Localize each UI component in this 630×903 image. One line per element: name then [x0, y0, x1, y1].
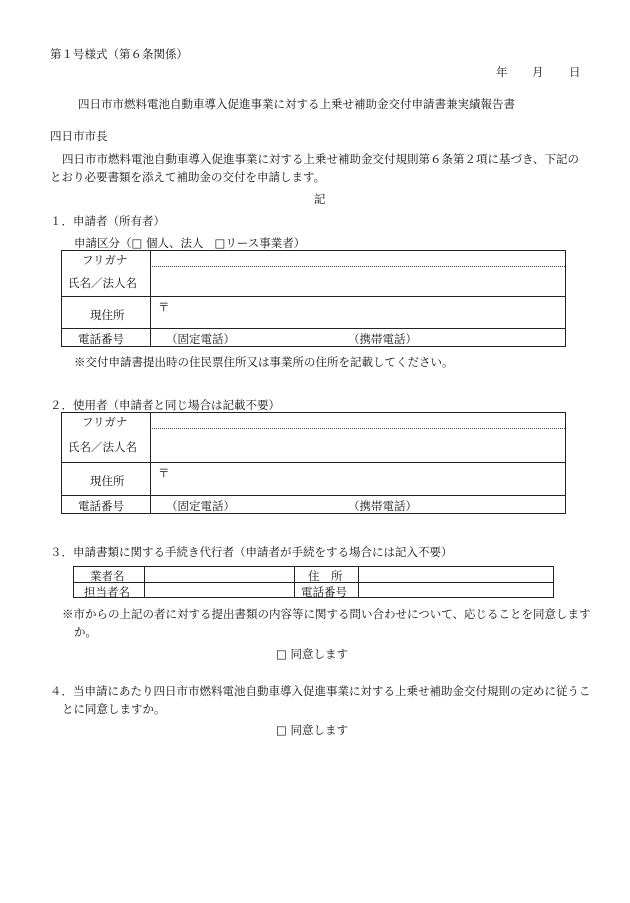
section3-note: ※市からの上記の者に対する提出書類の内容等に関する問い合わせについて、応じることを同意しますか。 [62, 607, 591, 639]
name-field[interactable] [156, 269, 561, 293]
option-individual-label: 個人、法人 [146, 236, 204, 250]
person-label: 担当者名 [84, 585, 130, 599]
section3-agree-checkbox[interactable]: □ 同意します [276, 647, 349, 661]
section3-heading: ３．申請書類に関する手続き代行者（申請者が手続をする場合には記入不要） [50, 545, 453, 559]
date-day-label: 日 [569, 65, 581, 79]
person-field[interactable] [148, 584, 291, 597]
furigana-field[interactable] [156, 414, 561, 428]
furigana-field[interactable] [156, 252, 561, 266]
postal-mark: 〒 [158, 466, 170, 480]
landline-label: （固定電話） [166, 499, 235, 513]
address-field[interactable] [172, 465, 562, 492]
address-label: 現住所 [90, 474, 125, 488]
intro-paragraph: 四日市市燃料電池自動車導入促進事業に対する上乗せ補助金交付規則第６条第２項に基づき、下記のとおり必要書類を添えて補助金の交付を申請します。 [50, 152, 580, 184]
phone-label: 電話番号 [78, 499, 124, 513]
document-title: 四日市市燃料電池自動車導入促進事業に対する上乗せ補助金交付申請書兼実績報告書 [78, 97, 515, 111]
furigana-label: フリガナ [82, 253, 128, 267]
agent-table [73, 566, 554, 598]
phone-label: 電話番号 [78, 332, 124, 346]
form-number: 第１号様式（第６条関係） [50, 47, 188, 61]
name-label: 氏名／法人名 [68, 440, 137, 454]
section4-heading: ４．当申請にあたり四日市市燃料電池自動車導入促進事業に対する上乗せ補助金交付規則の定めに従うことに同意しますか。 [50, 684, 591, 716]
mobile-label: （携帯電話） [348, 332, 417, 346]
category-prefix: 申請区分（ [74, 236, 132, 250]
agent-phone-label: 電話番号 [301, 585, 347, 599]
application-category [74, 235, 305, 251]
ki-label: 記 [314, 192, 326, 206]
agent-phone-field[interactable] [362, 584, 550, 597]
option-lease-label[interactable]: □リース事業者） [214, 236, 306, 250]
mobile-label: （携帯電話） [348, 499, 417, 513]
furigana-label: フリガナ [82, 415, 128, 429]
name-label: 氏名／法人名 [68, 276, 137, 290]
date-month-label: 月 [532, 65, 544, 79]
address-label: 現住所 [90, 308, 125, 322]
user-table [61, 412, 566, 514]
name-field[interactable] [156, 431, 561, 459]
company-field[interactable] [148, 568, 291, 581]
agent-address-label: 住 所 [308, 569, 343, 583]
agent-address-field[interactable] [362, 568, 550, 581]
addressee: 四日市市長 [50, 129, 108, 143]
postal-mark: 〒 [158, 300, 170, 314]
date-year-label: 年 [496, 65, 508, 79]
section1-note: ※交付申請書提出時の住民票住所又は事業所の住所を記載してください。 [74, 355, 454, 369]
section2-heading: ２．使用者（申請者と同じ場合は記載不要） [50, 398, 280, 412]
landline-label: （固定電話） [166, 332, 235, 346]
section1-heading: １．申請者（所有者） [50, 214, 165, 228]
company-label: 業者名 [90, 569, 125, 583]
applicant-table [61, 250, 566, 347]
checkbox-individual[interactable]: □ [131, 236, 143, 250]
address-field[interactable] [172, 299, 562, 325]
section4-agree-checkbox[interactable]: □ 同意します [276, 723, 349, 737]
